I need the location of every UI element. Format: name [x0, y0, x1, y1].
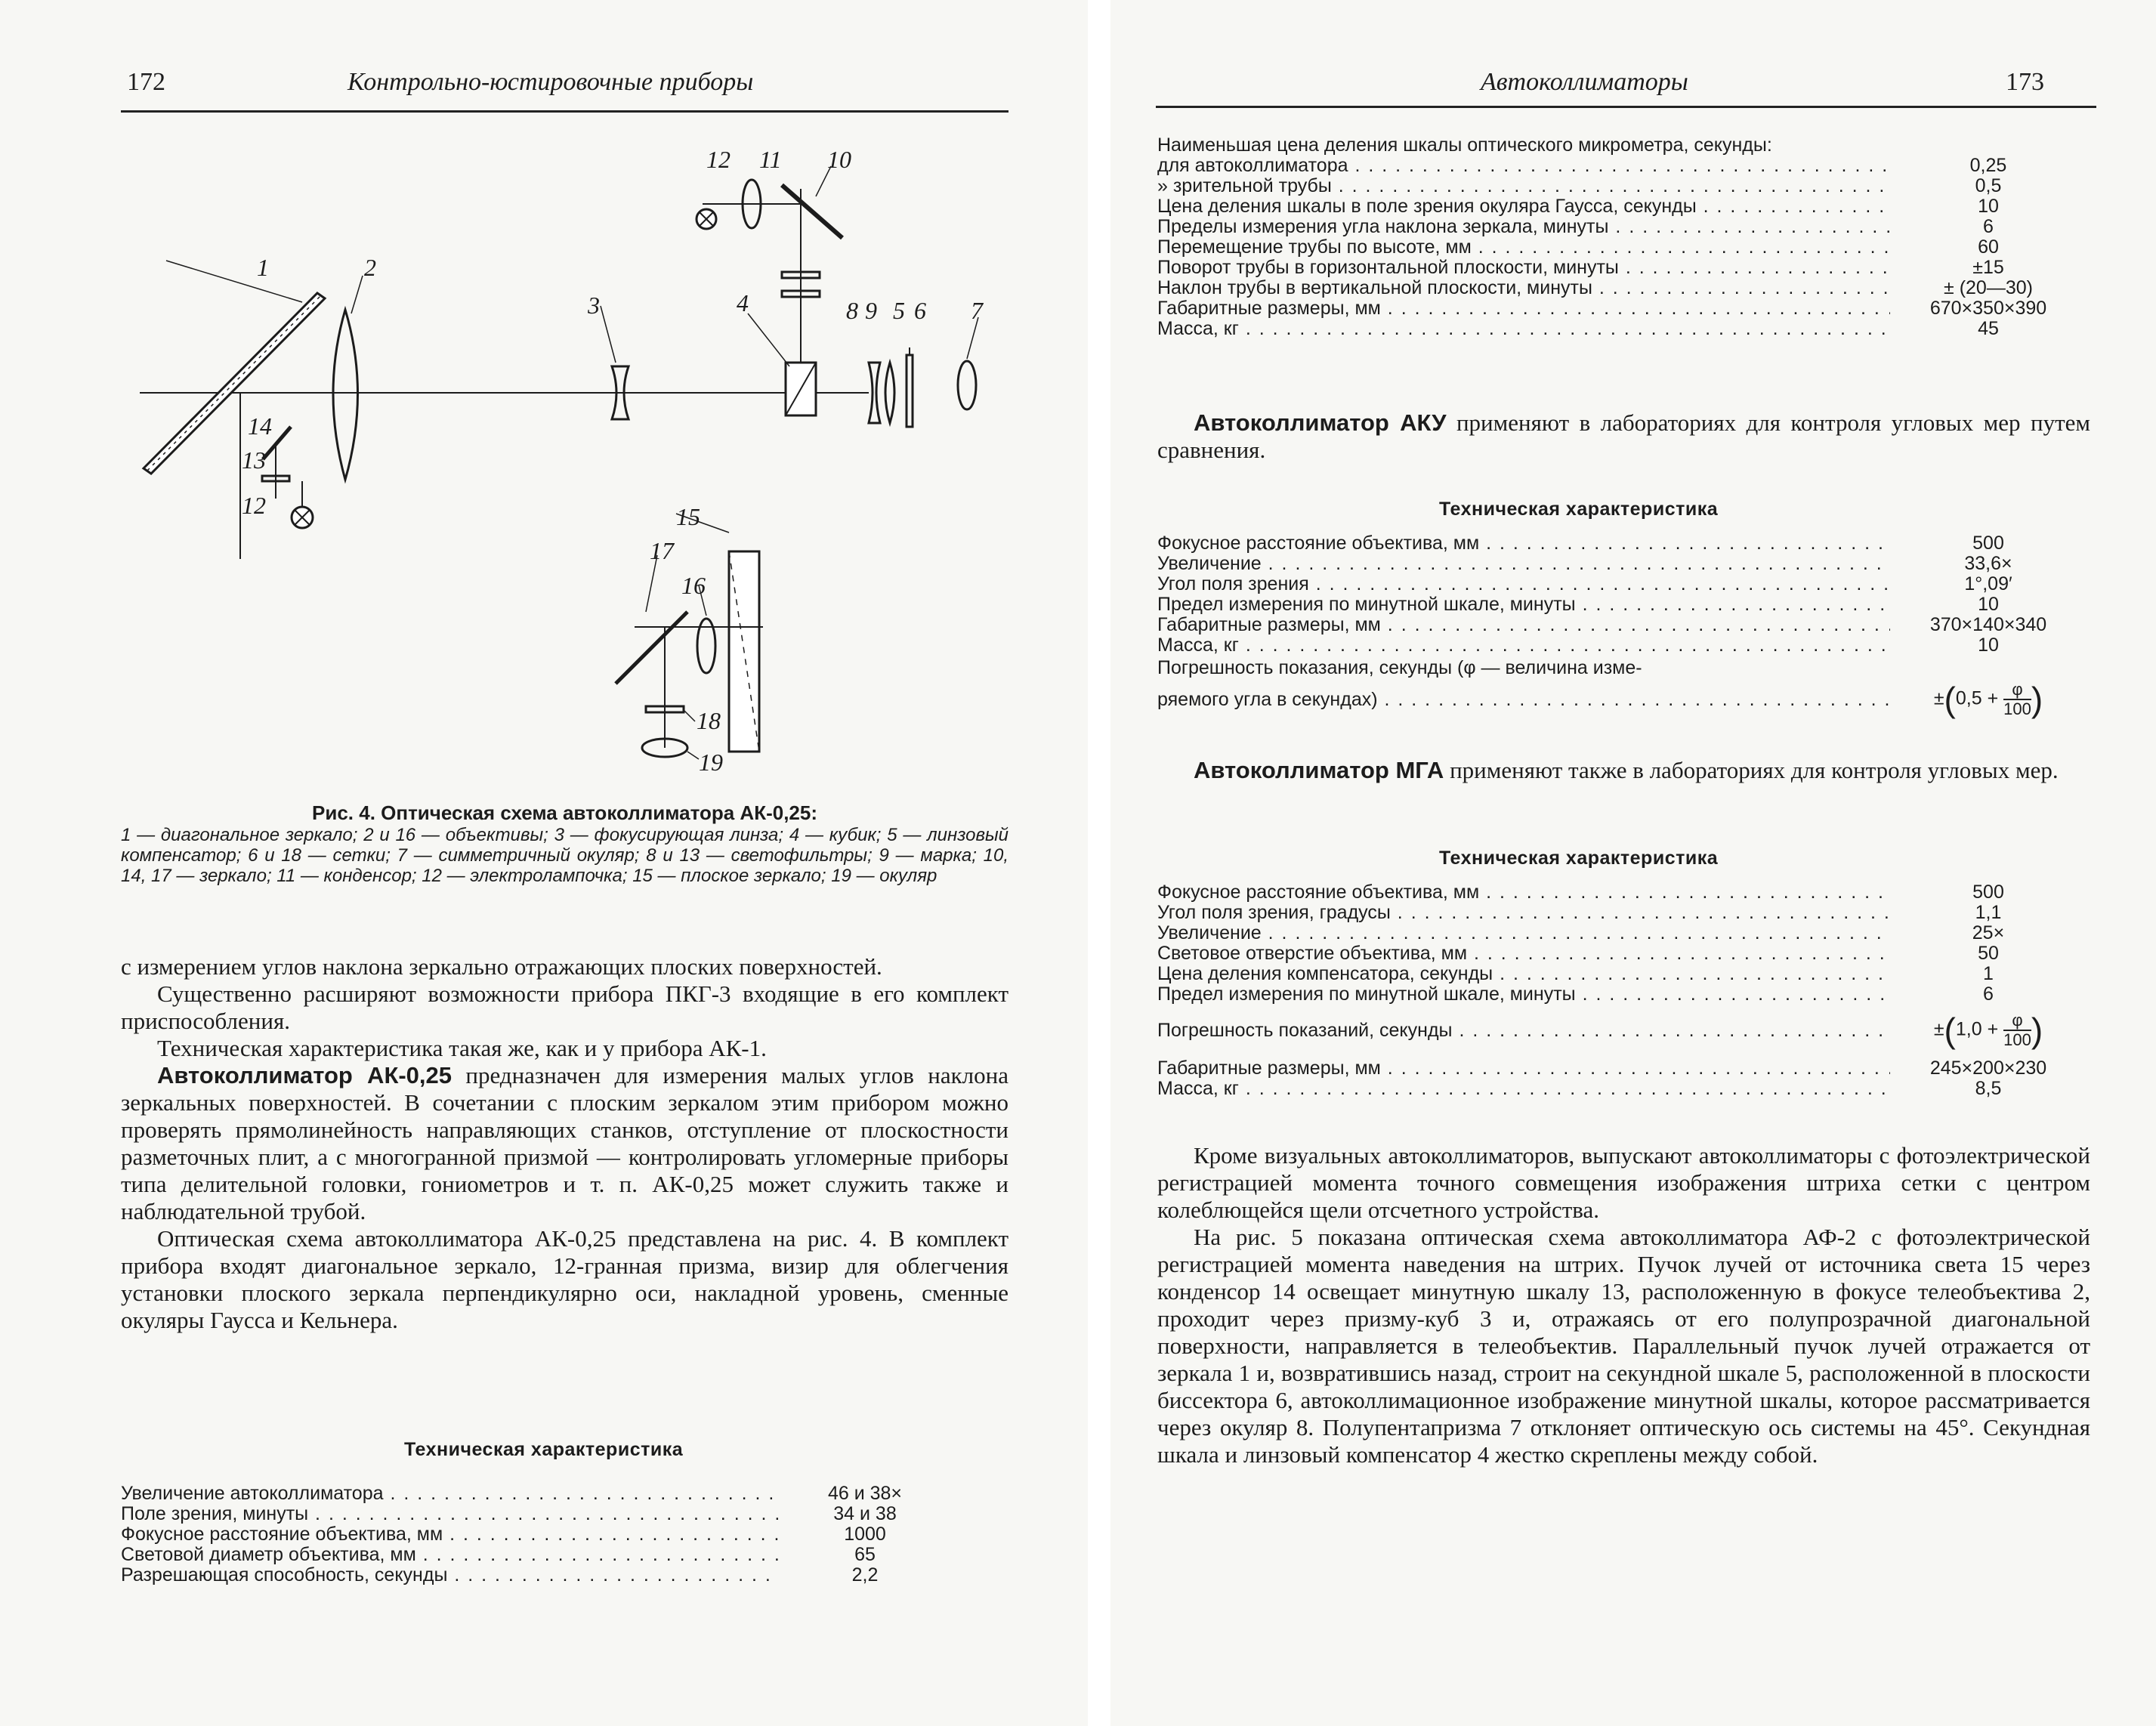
- spec-row: [1157, 155, 2087, 175]
- spec-row: [1157, 318, 2087, 338]
- right-header-rule: [1156, 106, 2096, 108]
- spec-label: Фокусное расстояние объектива, мм . . .: [121, 1524, 778, 1545]
- spec-value: 60: [1978, 236, 1999, 258]
- right-spec-table-2: [1157, 533, 2087, 655]
- spec-row: [1157, 943, 2087, 963]
- fig-label-2: 2: [364, 254, 376, 281]
- diagonal-mirror: [144, 293, 325, 474]
- spec-row: [121, 1483, 952, 1503]
- fig-label-9: 9: [865, 297, 877, 324]
- spec-label: Перемещение трубы по высоте, мм . . .: [1157, 236, 1890, 258]
- left-spec-title: Техническая характеристика: [404, 1439, 684, 1460]
- fig-label-11: 11: [759, 146, 782, 173]
- spec-value: 370×140×340: [1929, 614, 2047, 635]
- spec-row: [121, 1503, 952, 1524]
- spec-row: [1157, 594, 2087, 614]
- right-page: [1110, 0, 2156, 1726]
- paragraph: с измерением углов наклона зеркально отражающих плоских поверхностей.: [121, 953, 882, 980]
- spec-row: [121, 1524, 952, 1544]
- spec2-error-label-1: Погрешность показания, секунды (φ — величина изме-: [1157, 657, 1642, 678]
- fig-label-5: 5: [893, 297, 905, 324]
- spec-value: 245×200×230: [1929, 1058, 2047, 1079]
- spec-value: 34 и 38: [833, 1503, 897, 1524]
- mirror-10: [782, 185, 842, 238]
- spec-row: [1157, 635, 2087, 655]
- paragraph: На рис. 5 показана оптическая схема автоколлиматора АФ-2 с фотоэлектрической регистрацией момента наведения на штрих. Пучок лучей от источника света 15 через конденсор 14 освещает минутную шкалу 13, расположенную в фокусе телеобъектива 2, проходит через призму-куб 3 и, отражаясь от его полупрозрачной диагональной поверхности, направляется в телеобъектив. Параллельный пучок лучей отражается от зеркала 1 и, возвратившись назад, строит на секундной шкале 5, расположенной в плоскости биссектора 6, автоколлимационное изображение минутной шкалы, которое рассматривается через окуляр 8. Полупентапризма 7 отклоняет оптическую ось системы на 45°. Секундная шкала и линзовый компенсатор 4 жестко скреплены между собой.: [1157, 1224, 2090, 1468]
- frac-denominator: 100: [2003, 699, 2031, 718]
- fig-label-3: 3: [588, 292, 600, 319]
- left-spec-table: [121, 1483, 952, 1585]
- spec-label: Габаритные размеры, мм . . .: [1157, 614, 1890, 636]
- spec-value: 6: [1983, 983, 1994, 1005]
- spec-value: 10: [1978, 635, 1999, 656]
- spec-label: Поворот трубы в горизонтальной плоскости, минуты . . .: [1157, 257, 1890, 279]
- spec-label: Угол поля зрения . . .: [1157, 573, 1890, 595]
- plus-minus: ±: [1933, 687, 1944, 709]
- spec3-title: Техническая характеристика: [1439, 848, 1719, 869]
- spec-row: [1157, 134, 2087, 155]
- spec-label: Габаритные размеры, мм . . .: [1157, 298, 1890, 320]
- spec-row: [1157, 922, 2087, 943]
- spec-value: 65: [854, 1544, 876, 1565]
- bold-term: Автоколлиматор АК-0,25: [157, 1062, 453, 1088]
- spec-value: 2,2: [851, 1564, 879, 1586]
- bold-term: Автоколлиматор АКУ: [1194, 409, 1447, 436]
- spec2-error-value: ±(0,5 + $\frac{\varphi}{100}$ ): [1933, 680, 2043, 719]
- paragraph: [121, 1062, 1009, 1225]
- fig-label-4: 4: [737, 289, 749, 316]
- spec-value: 500: [1972, 533, 2004, 554]
- spec-row: [1157, 1058, 2087, 1078]
- spec-label: Наклон трубы в вертикальной плоскости, минуты . . .: [1157, 277, 1890, 299]
- spec-value: 6: [1983, 216, 1994, 237]
- spec-value: 500: [1972, 882, 2004, 903]
- spec-row: [1157, 882, 2087, 902]
- right-running-title: Автоколлиматоры: [1481, 68, 1688, 96]
- spec-label: Угол поля зрения, градусы . . .: [1157, 902, 1890, 924]
- fig-label-18: 18: [697, 707, 721, 734]
- paragraph-text: применяют также в лабораториях для контроля угловых мер.: [1444, 757, 2059, 783]
- plus-minus: ±: [1933, 1018, 1944, 1040]
- fig-label-13: 13: [242, 446, 266, 474]
- spec-label: Масса, кг . . .: [1157, 635, 1890, 656]
- right-spec-table-1: [1157, 134, 2087, 338]
- figure-caption: [121, 803, 1009, 886]
- spec-row: [1157, 614, 2087, 635]
- optical-scheme-figure: [121, 144, 1012, 786]
- spec-label: Габаритные размеры, мм . . .: [1157, 1058, 1890, 1079]
- figure-caption-text: 1 — диагональное зеркало; 2 и 16 — объективы; 3 — фокусирующая линза; 4 — кубик; 5 — линзовый компенсатор; 6 и 18 — сетки; 7 — симметричный окуляр; 8 и 13 — светофильтры; 9 — марка; 10, 14, 17 — зеркало; 11 — конденсор; 12 — электролампочка; 15 — плоское зеркало; 19 — окуляр: [121, 825, 1009, 886]
- paragraph: Техническая характеристика такая же, как и у прибора АК-1.: [157, 1035, 767, 1061]
- spec-value: 1,1: [1975, 902, 2002, 923]
- paragraph-text: применяют в лабораториях для контроля угловых мер путем сравнения.: [1157, 409, 2090, 463]
- spec-label: Разрешающая способность, секунды . . .: [121, 1564, 778, 1586]
- left-body-text: [121, 953, 1009, 1334]
- spec-label: Цена деления шкалы в поле зрения окуляра Гаусса, секунды . . .: [1157, 196, 1890, 218]
- compensator-5: [869, 363, 880, 423]
- spec-row: [1157, 216, 2087, 236]
- spec-value: 1: [1983, 963, 1994, 984]
- spec-row: [1157, 236, 2087, 257]
- spec-row: [121, 1564, 952, 1585]
- fig-label-17: 17: [650, 537, 674, 564]
- spec-value: 50: [1978, 943, 1999, 964]
- spec2-error-label-2: ряемого угла в секундах) . . .: [1157, 689, 1890, 711]
- left-running-title: Контрольно-юстировочные приборы: [347, 68, 754, 96]
- frac-numerator: φ: [2003, 681, 2031, 700]
- spec-value: 670×350×390: [1929, 298, 2047, 319]
- figure-caption-title: Рис. 4. Оптическая схема автоколлиматора АК-0,25:: [312, 801, 817, 824]
- spec-label: Наименьшая цена деления шкалы оптического микрометра, секунды:: [1157, 134, 1772, 156]
- book-gutter: [1088, 0, 1110, 1726]
- mirror-17: [616, 612, 687, 684]
- paragraph: Оптическая схема автоколлиматора АК-0,25 представлена на рис. 4. В комплект прибора входят диагональное зеркало, 12-гранная призма, визир для облегчения установки плоского зеркала перпендикулярно оси, накладной уровень, сменные окуляры Гаусса и Кельнера.: [121, 1225, 1009, 1333]
- spec-label: Цена деления компенсатора, секунды . . .: [1157, 963, 1890, 985]
- spec3-error-value: ±(1,0 + $\frac{\varphi}{100}$ ): [1933, 1011, 2043, 1050]
- spec-row: [121, 1544, 952, 1564]
- spec-label: Увеличение автоколлиматора . . .: [121, 1483, 778, 1505]
- spec-label: для автоколлиматора . . .: [1157, 155, 1890, 177]
- spec-label: Масса, кг . . .: [1157, 1078, 1890, 1100]
- paragraph-text: предназначен для измерения малых углов наклона зеркальных поверхностей. В сочетании с плоским зеркалом этим прибором можно проверять прямолинейность направляющих станков, отступление от плоскостности разметочных плит, а с многогранной призмой — контролировать угломерные приборы типа делительной головки, гониометров и т. п. АК-0,25 может служить также и наблюдательной трубой.: [121, 1062, 1009, 1224]
- spec-value: 0,5: [1975, 175, 2002, 196]
- spec-label: Фокусное расстояние объектива, мм . . .: [1157, 533, 1890, 554]
- fig-label-19: 19: [699, 749, 723, 776]
- spec-row: [1157, 902, 2087, 922]
- spec-row: [1157, 257, 2087, 277]
- spec-value: 45: [1978, 318, 1999, 339]
- spec-row: [1157, 963, 2087, 983]
- paragraph: Кроме визуальных автоколлиматоров, выпускают автоколлиматоры с фотоэлектрической регистрацией момента точного совмещения изображения штриха сетки с центром колеблющейся щели отсчетного устройства.: [1157, 1142, 2090, 1223]
- spec2-title: Техническая характеристика: [1439, 499, 1719, 520]
- spec-value: ±15: [1972, 257, 2004, 278]
- fig-label-12b: 12: [242, 492, 266, 519]
- reticle-6: [907, 355, 913, 427]
- spec3-error-label: Погрешность показаний, секунды . . .: [1157, 1020, 1890, 1042]
- mga-paragraph: [1157, 757, 2090, 784]
- spec-label: Предел измерения по минутной шкале, минуты . . .: [1157, 983, 1890, 1005]
- spec-value: 1000: [844, 1524, 886, 1545]
- bold-term: Автоколлиматор МГА: [1194, 757, 1444, 783]
- label-leader-1: [166, 261, 302, 302]
- spec-value: 33,6×: [1964, 553, 2012, 574]
- spec-label: Масса, кг . . .: [1157, 318, 1890, 340]
- spec-label: Увеличение . . .: [1157, 553, 1890, 575]
- spec-value: 8,5: [1975, 1078, 2002, 1099]
- fig-label-12a: 12: [706, 146, 731, 173]
- spec-value: 1°,09′: [1964, 573, 2012, 594]
- fig-label-10: 10: [827, 146, 851, 173]
- spec-value: ± (20—30): [1944, 277, 2033, 298]
- spec-label: Увеличение . . .: [1157, 922, 1890, 944]
- spec-value: 10: [1978, 196, 1999, 217]
- left-header-rule: [121, 110, 1009, 113]
- spec-row: [1157, 175, 2087, 196]
- fig-label-1: 1: [257, 254, 269, 281]
- objective-lens: [333, 310, 358, 480]
- spec-value: 10: [1978, 594, 1999, 615]
- eyepiece-7: [958, 361, 976, 409]
- right-spec-table-3: [1157, 882, 2087, 1004]
- fig-label-7: 7: [971, 297, 983, 324]
- spec2-error-row: [1157, 657, 2087, 721]
- spec-row: [1157, 983, 2087, 1004]
- spec-value: 46 и 38×: [827, 1483, 903, 1504]
- spec-row: [1157, 1078, 2087, 1098]
- spec-row: [1157, 553, 2087, 573]
- right-spec-table-3b: [1157, 1058, 2087, 1098]
- aku-paragraph: [1157, 409, 2090, 464]
- error-base: 0,5 +: [1955, 687, 1999, 709]
- spec-label: Световой диаметр объектива, мм . . .: [121, 1544, 778, 1566]
- spec3-error-row: [1157, 1008, 2087, 1052]
- spec-row: [1157, 533, 2087, 553]
- spec-row: [1157, 196, 2087, 216]
- paragraph: Существенно расширяют возможности прибора ПКГ-3 входящие в его комплект приспособления.: [121, 980, 1009, 1034]
- page-number-left: 172: [127, 68, 165, 96]
- fig-label-15: 15: [676, 503, 700, 530]
- spec-row: [1157, 573, 2087, 594]
- right-body-text: [1157, 1142, 2090, 1468]
- fig-label-14: 14: [248, 412, 272, 440]
- frac-denominator: 100: [2003, 1030, 2031, 1049]
- frac-numerator: φ: [2003, 1011, 2031, 1031]
- spec-label: Предел измерения по минутной шкале, минуты . . .: [1157, 594, 1890, 616]
- spec-row: [1157, 277, 2087, 298]
- spec-label: » зрительной трубы . . .: [1157, 175, 1890, 197]
- spec-value: 0,25: [1969, 155, 2007, 176]
- spec-row: [1157, 298, 2087, 318]
- spec-label: Световое отверстие объектива, мм . . .: [1157, 943, 1890, 965]
- fig-label-16: 16: [681, 572, 706, 599]
- error-base: 1,0 +: [1955, 1018, 1999, 1040]
- spec-label: Поле зрения, минуты . . .: [121, 1503, 778, 1525]
- spec-value: 25×: [1972, 922, 2005, 943]
- spec-label: Пределы измерения угла наклона зеркала, минуты . . .: [1157, 216, 1890, 238]
- fig-label-8: 8: [846, 297, 858, 324]
- fig-label-6: 6: [914, 297, 926, 324]
- page-number-right: 173: [2006, 68, 2044, 96]
- spec-label: Фокусное расстояние объектива, мм . . .: [1157, 882, 1890, 903]
